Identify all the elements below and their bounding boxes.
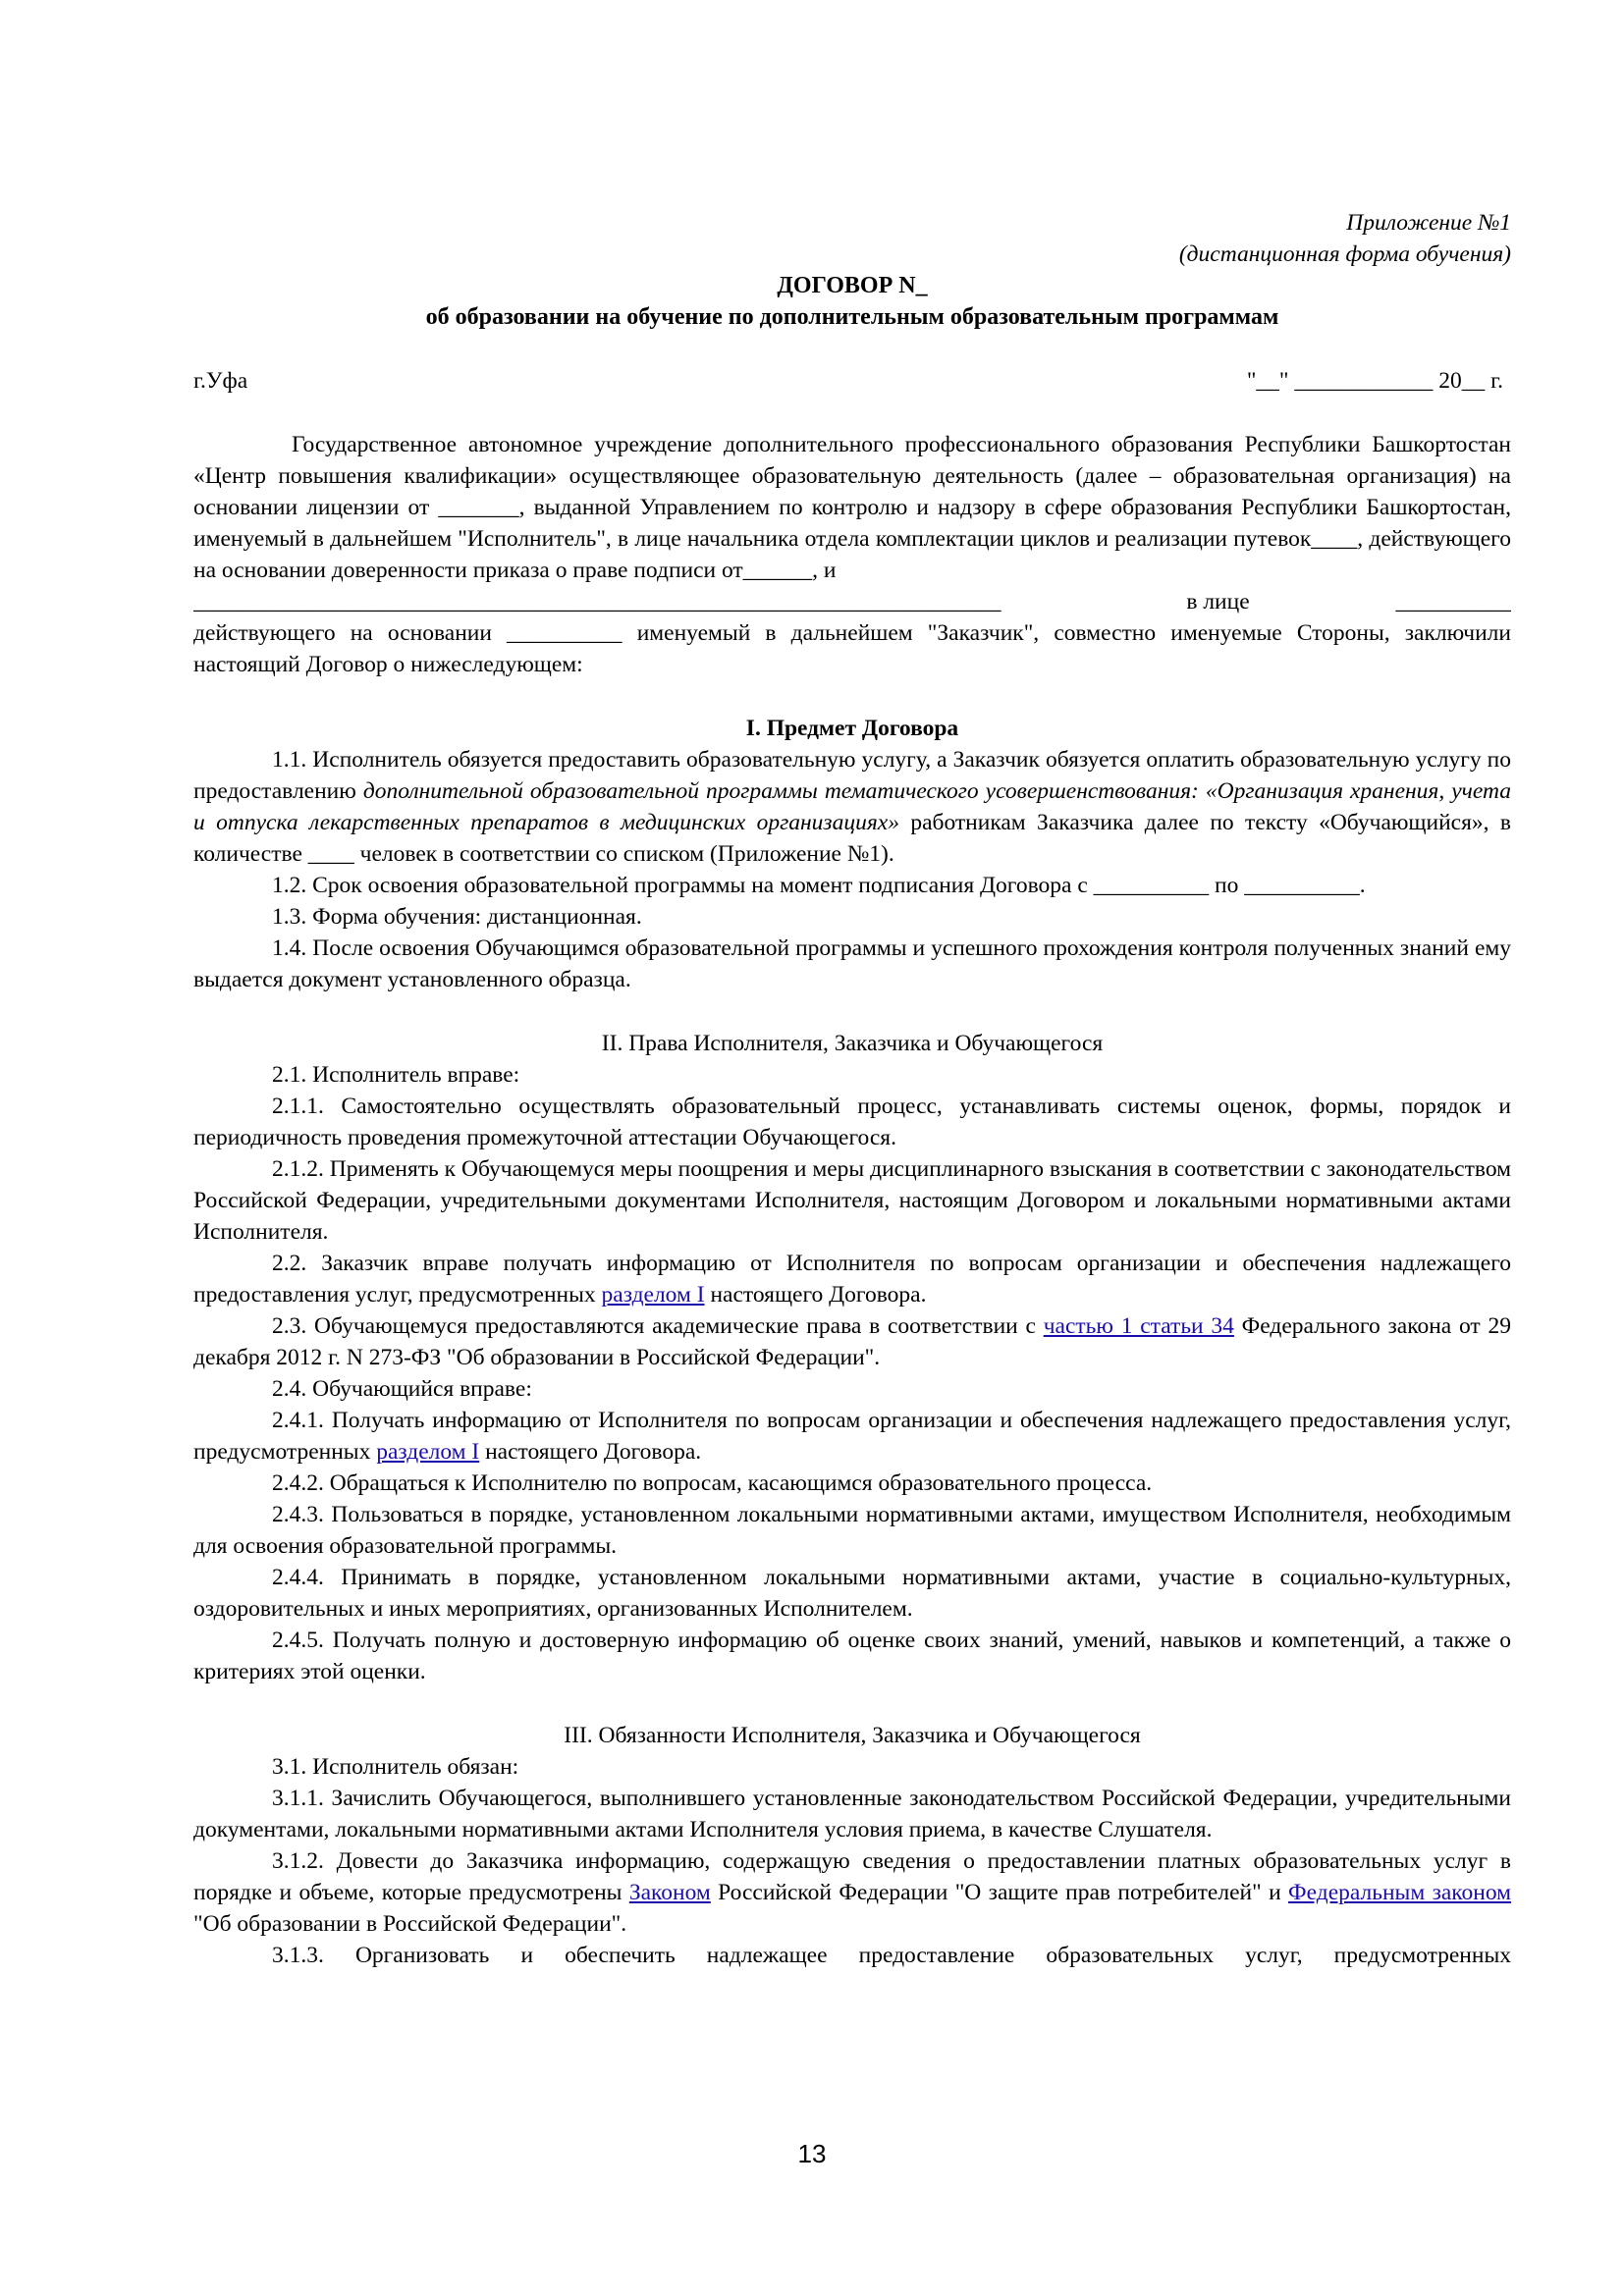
program-name: дополнительной образовательной программы тематического усовершенствования: «Организация хранения, учета и отпуска лекарственных препаратов в медицинских организациях»: [193, 778, 1511, 835]
appendix-label: Приложение №1: [1346, 210, 1511, 236]
clause-1-3: 1.3. Форма обучения: дистанционная.: [272, 904, 642, 930]
clause-2-1-2: 2.1.2. Применять к Обучающемуся меры поощрения и меры дисциплинарного взыскания в соответствии с законодательством Российской Федерации, учредительными документами Исполнителя, настоящим Договором и локальными нормативными актами Исполнителя.: [193, 1156, 1511, 1245]
clause-1-1: [193, 744, 1511, 870]
clause-3-1-3: 3.1.3. Организовать и обеспечить надлежащее предоставление образовательных услуг, предусмотренных: [272, 1943, 1511, 1968]
section-1-heading: I. Предмет Договора: [745, 716, 959, 741]
section-2-heading: II. Права Исполнителя, Заказчика и Обучающегося: [601, 1031, 1104, 1056]
clause-2-4-5: 2.4.5. Получать полную и достоверную информацию об оценке своих знаний, умений, навыков и компетенций, а также о критериях этой оценки.: [193, 1628, 1511, 1684]
clause-2-3: [193, 1310, 1511, 1373]
preamble-paragraph-2: действующего на основании __________ именуемый в дальнейшем "Заказчик", совместно именуемые Стороны, заключили настоящий Договор о нижеследующем:: [193, 620, 1511, 677]
clause-1-2: 1.2. Срок освоения образовательной программы на момент подписания Договора с __________ по __________.: [272, 873, 1366, 898]
preamble-line-left: ______________________________________________________________________: [193, 589, 1001, 614]
clause-3-1: 3.1. Исполнитель обязан:: [272, 1754, 519, 1780]
clause-2-4-3: 2.4.3. Пользоваться в порядке, установленном локальными нормативными актами, имуществом Исполнителя, необходимым для освоения образовательной программы.: [193, 1502, 1511, 1559]
preamble-line-right: __________: [1395, 589, 1511, 614]
preamble-line: [193, 586, 1511, 617]
section-1-link-2[interactable]: разделом I: [376, 1439, 480, 1465]
clause-2-3-text-end: Федерального закона от 29 декабря 2012 г. N 273-ФЗ "Об образовании в Российской Федерации".: [193, 1313, 1511, 1370]
clause-3-1-2: [193, 1845, 1511, 1940]
city-date-row: [193, 365, 1511, 397]
city: г.Уфа: [193, 368, 248, 394]
contract-title: ДОГОВОР N_: [777, 273, 928, 298]
clause-1-1-text-end: работникам Заказчика далее по тексту «Обучающийся», в количестве ____ человек в соответствии со списком (Приложение №1).: [193, 810, 1512, 867]
clause-2-4-1: [193, 1405, 1511, 1468]
clause-2-4-1-text-end: настоящего Договора.: [479, 1439, 702, 1465]
clause-3-1-2-text-end: "Об образовании в Российской Федерации".: [193, 1911, 627, 1937]
clause-2-2: [193, 1248, 1511, 1310]
form-label: (дистанционная форма обучения): [1178, 241, 1511, 267]
clause-2-4: 2.4. Обучающийся вправе:: [272, 1376, 532, 1402]
document-body: [193, 207, 1511, 1971]
contract-date: "__" ____________ 20__ г.: [1246, 368, 1503, 394]
clause-2-4-4: 2.4.4. Принимать в порядке, установленном локальными нормативными актами, участие в социально-культурных, оздоровительных и иных мероприятиях, организованных Исполнителем.: [193, 1565, 1511, 1622]
preamble-line-mid: в лице: [1186, 589, 1250, 614]
article-34-link[interactable]: частью 1 статьи 34: [1043, 1313, 1234, 1339]
clause-3-1-1: 3.1.1. Зачислить Обучающегося, выполнившего установленные законодательством Российской Федерации, учредительными документами, локальными нормативными актами Исполнителя условия приема, в качестве Слушателя.: [193, 1786, 1511, 1842]
section-3-heading: III. Обязанности Исполнителя, Заказчика и Обучающегося: [564, 1723, 1141, 1748]
clause-2-2-text-end: настоящего Договора.: [704, 1282, 927, 1308]
clause-2-3-text: 2.3. Обучающемуся предоставляются академические права в соответствии с: [272, 1313, 1044, 1339]
clause-1-4: 1.4. После освоения Обучающимся образовательной программы и успешного прохождения контроля полученных знаний ему выдается документ установленного образца.: [193, 935, 1511, 992]
contract-subtitle: об образовании на обучение по дополнительным образовательным программам: [425, 304, 1279, 330]
page-number: 13: [797, 2139, 827, 2168]
clause-3-1-2-text: 3.1.2. Довести до Заказчика информацию, содержащую сведения о предоставлении платных образовательных услуг в порядке и объеме, которые предусмотрены: [193, 1848, 1511, 1905]
clause-3-1-2-text-mid: Российской Федерации "О защите прав потребителей" и: [710, 1880, 1289, 1905]
section-1-link[interactable]: разделом I: [601, 1282, 705, 1308]
clause-1-1-text: 1.1. Исполнитель обязуется предоставить образовательную услугу, а Заказчик обязуется оплатить образовательную услугу по предоставлению: [193, 747, 1511, 804]
clause-2-2-text: 2.2. Заказчик вправе получать информацию от Исполнителя по вопросам организации и обеспечения надлежащего предоставления услуг, предусмотренных: [193, 1251, 1511, 1308]
consumer-law-link[interactable]: Законом: [628, 1880, 711, 1905]
clause-2-4-2: 2.4.2. Обращаться к Исполнителю по вопросам, касающимся образовательного процесса.: [272, 1470, 1153, 1496]
clause-2-1: 2.1. Исполнитель вправе:: [272, 1062, 520, 1088]
clause-2-4-1-text: 2.4.1. Получать информацию от Исполнителя по вопросам организации и обеспечения надлежащего предоставления услуг, предусмотренных: [193, 1408, 1511, 1465]
clause-2-1-1: 2.1.1. Самостоятельно осуществлять образовательный процесс, устанавливать системы оценок, формы, порядок и периодичность проведения промежуточной аттестации Обучающегося.: [193, 1094, 1511, 1150]
federal-law-link[interactable]: Федеральным законом: [1288, 1880, 1512, 1905]
preamble-paragraph: Государственное автономное учреждение дополнительного профессионального образования Республики Башкортостан «Центр повышения квалификации» осуществляющее образовательную деятельность (далее – образовательная организация) на основании лицензии от _______, выданной Управлением по контролю и надзору в сфере образования Республики Башкортостан, именуемый в дальнейшем "Исполнитель", в лице начальника отдела комплектации циклов и реализации путевок____, действующего на основании доверенности приказа о праве подписи от______, и: [193, 432, 1511, 583]
